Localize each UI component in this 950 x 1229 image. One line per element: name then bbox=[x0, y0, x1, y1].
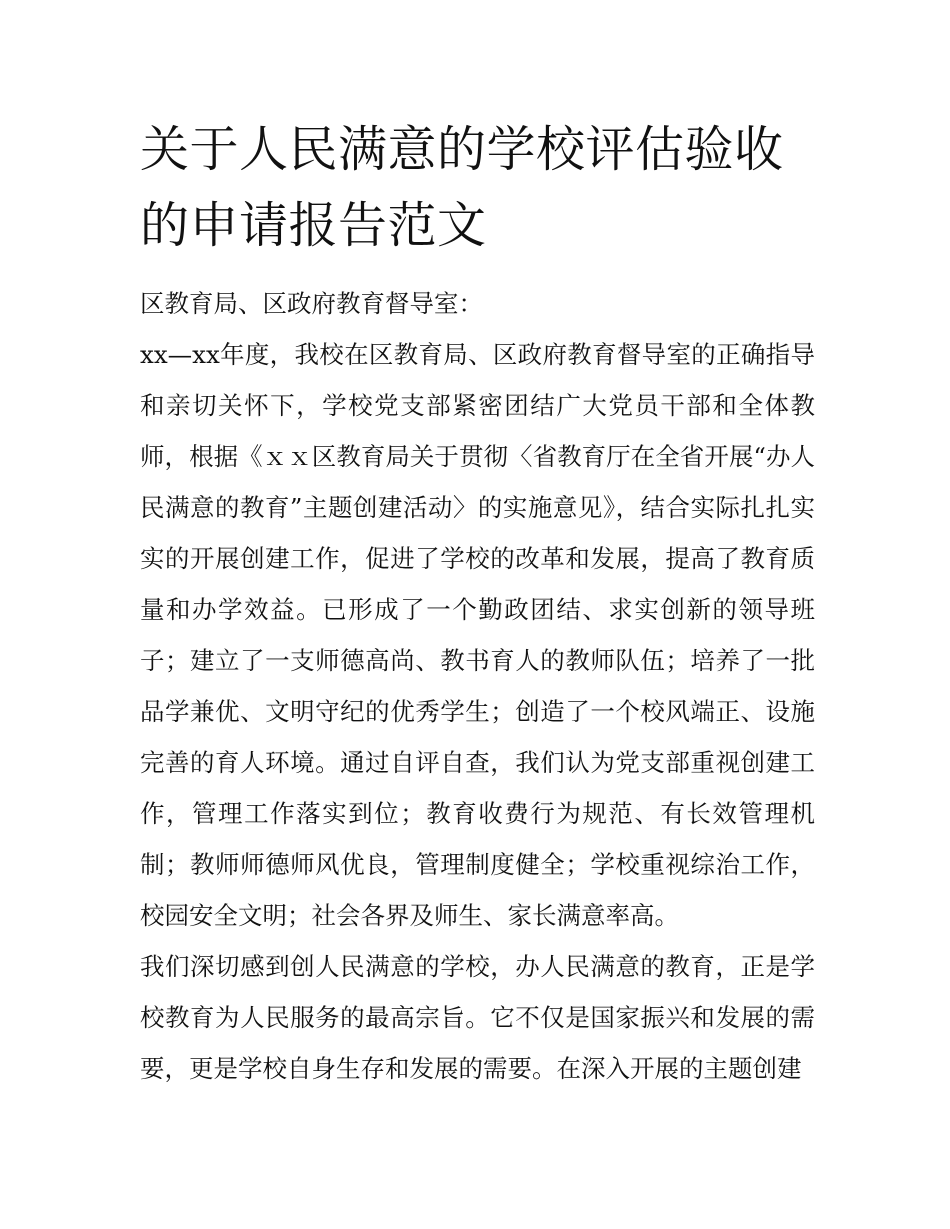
salutation: 区教育局、区政府教育督导室： bbox=[140, 289, 483, 318]
paragraph-1: xx—xx年度，我校在区教育局、区政府教育督导室的正确指导和亲切关怀下，学校党支部紧密团结广大党员干部和全体教师，根据《ｘｘ区教育局关于贯彻〈省教育厅在全省开展“办人民满意的教育”主题创建活动〉的实施意见》，结合实际扎扎实实的开展创建工作，促进了学校的改革和发展，提高了教育质量和办学效益。已形成了一个勤政团结、求实创新的领导班子；建立了一支师德高尚、教书育人的教师队伍；培养了一批品学兼优、文明守纪的优秀学生；创造了一个校风端正、设施完善的育人环境。通过自评自查，我们认为党支部重视创建工作，管理工作落实到位；教育收费行为规范、有长效管理机制；教师师德师风优良，管理制度健全；学校重视综治工作，校园安全文明；社会各界及师生、家长满意率高。 bbox=[140, 340, 815, 930]
document-body bbox=[140, 278, 815, 1094]
document-title: 关于人民满意的学校评估验收的申请报告范文 bbox=[140, 121, 784, 254]
paragraph-2: 我们深切感到创人民满意的学校，办人民满意的教育，正是学校教育为人民服务的最高宗旨。它不仅是国家振兴和发展的需要，更是学校自身生存和发展的需要。在深入开展的主题创建 bbox=[140, 952, 815, 1083]
